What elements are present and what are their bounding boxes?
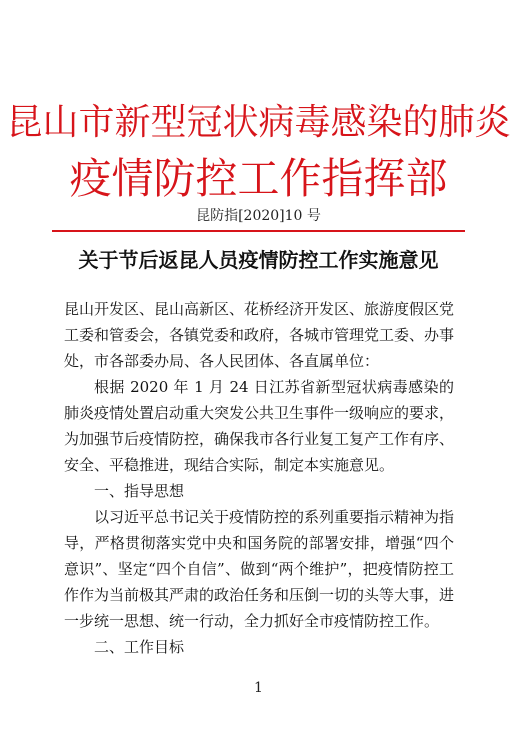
section-heading-2: 二、工作目标 [94,638,185,656]
page-number: 1 [254,680,263,696]
issuer-header-line1: 昆山市新型冠状病毒感染的肺炎 [6,102,511,143]
document-body [64,296,454,660]
issuer-header-line2: 疫情防控工作指挥部 [69,154,448,203]
recipients-paragraph: 昆山开发区、昆山高新区、花桥经济开发区、旅游度假区党工委和管委会，各镇党委和政府，各城市管理党工委、办事处，市各部委办局、各人民团体、各直属单位： [64,300,455,370]
header-divider [52,230,465,232]
document-number: 昆防指[2020]10 号 [196,208,321,224]
section-paragraph-1: 以习近平总书记关于疫情防控的系列重要指示精神为指导，严格贯彻落实党中央和国务院的部署安排，增强“四个意识”、坚定“四个自信”、做到“两个维护”，把疫情防控工作作为当前极其严肃的政治任务和压倒一切的头等大事，进一步统一思想、统一行动，全力抓好全市疫情防控工作。 [64,508,455,630]
intro-paragraph: 根据 2020 年 1 月 24 日江苏省新型冠状病毒感染的肺炎疫情处置启动重大突发公共卫生事件一级响应的要求，为加强节后疫情防控，确保我市各行业复工复产工作有序、安全、平稳推进，现结合实际，制定本实施意见。 [64,378,455,474]
section-heading-1: 一、指导思想 [94,482,185,500]
document-title: 关于节后返昆人员疫情防控工作实施意见 [78,248,439,272]
